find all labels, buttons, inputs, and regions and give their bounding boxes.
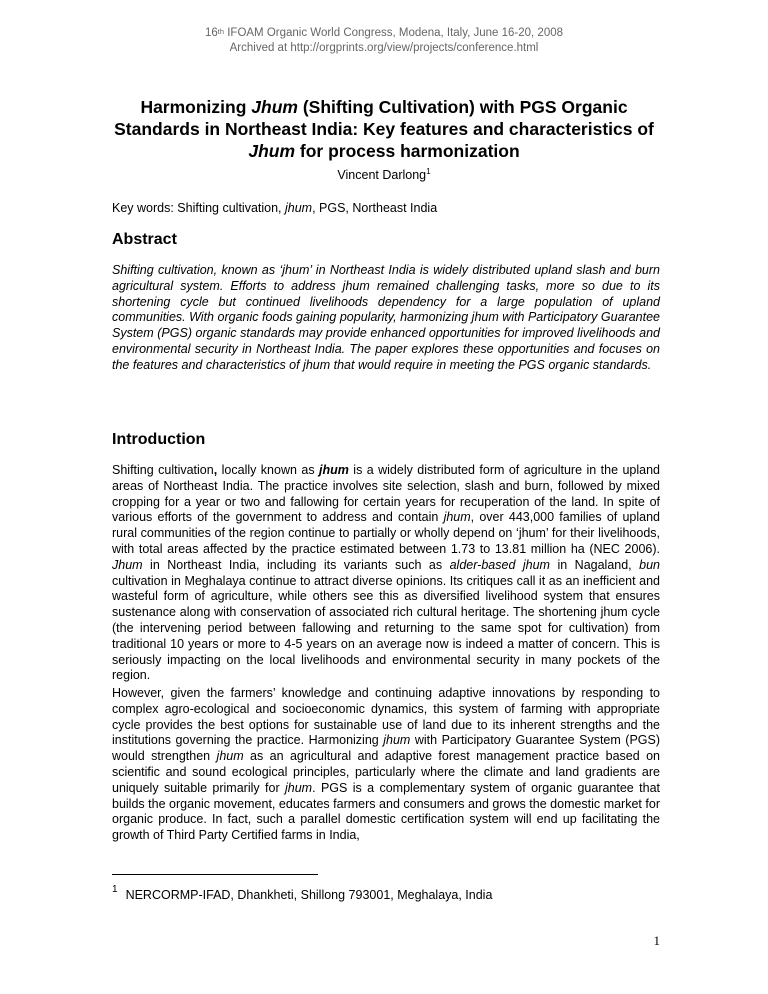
keywords: Key words: Shifting cultivation, jhum, PGS, Northeast India [112,201,438,215]
author-name: Vincent Darlong [337,168,427,183]
header-line-1: 16th IFOAM Organic World Congress, Modena, Italy, June 16-20, 2008 [204,27,564,39]
footnote-marker: 1 [112,884,118,895]
header-line-2: Archived at http://orgprints.org/view/projects/conference.html [229,42,539,54]
footnote-divider [112,874,318,875]
abstract-text: Shifting cultivation, known as ‘jhum’ in Northeast India is widely distributed upland slash and burn agricultural system. Efforts to address jhum remained challenging tasks, more so due to its shortening cycle but continued livelihoods dependency for a large population of upland communities. With organic foods gaining popularity, harmonizing jhum with Participatory Guarantee System (PGS) organic standards may provide enhanced opportunities for improved livelihoods and environmental security in Northeast India. The paper explores these opportunities and focuses on the features and characteristics of jhum that would require in meeting the PGS organic standards. [112,263,660,372]
footnote-text: NERCORMP-IFAD, Dhankheti, Shillong 793001, Meghalaya, India [125,888,493,903]
introduction-heading: Introduction [112,431,206,448]
introduction-paragraph-2: However, given the farmers’ knowledge and continuing adaptive innovations by responding to complex agro-ecological and socioeconomic dynamics, this system of farming with appropriate cycle provides the best options for sustainable use of land due to its inherent strengths and the institutions governing the practice. Harmonizing jhum with Participatory Guarantee System (PGS) would strengthen jhum as an agricultural and adaptive forest management practice based on scientific and sound ecological principles, particularly where the climate and land gradients are uniquely suitable primarily for jhum. PGS is a complementary system of organic guarantee that builds the organic movement, educates farmers and consumers and grows the domestic market for organic produce. In fact, such a parallel domestic certification system will end up facilitating the growth of Third Party Certified farms in India, [112,686,661,843]
page-number: 1 [653,933,660,948]
footnote [112,886,492,902]
author-footnote-marker: 1 [426,167,431,176]
author-line [0,167,768,182]
introduction-paragraph-1: Shifting cultivation, locally known as jhum is a widely distributed form of agriculture in the upland areas of Northeast India. The practice involves site selection, slash and burn, followed by mixed cropping for a year or two and fallowing for certain years for recuperation of the land. In spite of various efforts of the government to address and contain jhum, over 443,000 families of upland rural communities of the region continue to partially or wholly depend on ‘jhum’ for their livelihoods, with total areas affected by the practice estimated between 1.73 to 13.81 million ha (NEC 2006). Jhum in Northeast India, including its variants such as alder-based jhum in Nagaland, bun cultivation in Meghalaya continue to attract diverse opinions. Its critiques call it as an inefficient and wasteful form of agriculture, while others see this as diversified livelihood system that ensures sustenance along with conservation of associated rich cultural heritage. The shortening jhum cycle (the intervening period between fallowing and returning to the same spot for cultivation) from traditional 10 years or more to 4-5 years on an average now is indeed a matter of concern. This is seriously impacting on the local livelihoods and environmental security in many pockets of the region. [112,463,661,683]
conference-header [0,26,768,56]
paper-title: Harmonizing Jhum (Shifting Cultivation) with PGS Organic Standards in Northeast India: Key features and characteristics of Jhum for process harmonization [114,97,654,161]
abstract-heading: Abstract [112,231,177,248]
